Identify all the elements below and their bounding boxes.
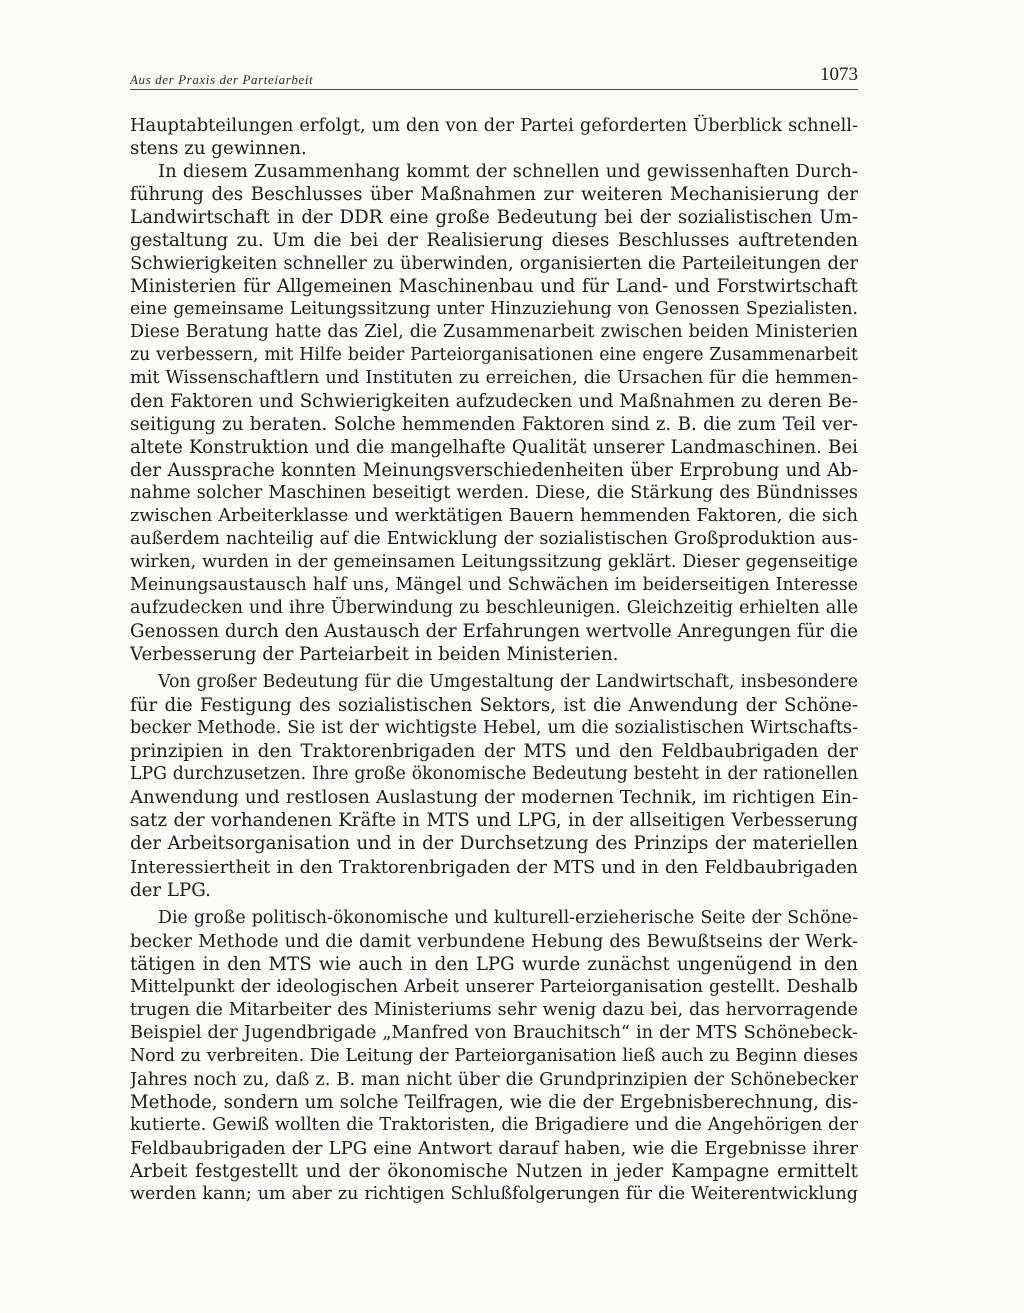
text-line: Nord zu verbreiten. Die Leitung der Parteiorganisation ließ auch zu Beginn dieses (130, 1045, 858, 1066)
text-line: Methode, sondern um solche Teilfragen, wie die der Ergebnisberechnung, dis- (130, 1091, 858, 1113)
text-line: Verbesserung der Parteiarbeit in beiden Ministerien. (130, 644, 619, 666)
text-line: Ministerien für Allgemeinen Maschinenbau und für Land- und Forstwirtschaft (130, 276, 858, 298)
text-line: Die große politisch-ökonomische und kulturell-erzieherische Seite der Schöne- (158, 907, 858, 928)
text-line: den Faktoren und Schwierigkeiten aufzudecken und Maßnahmen zu deren Be- (130, 391, 858, 413)
text-line: aufzudecken und ihre Überwindung zu beschleunigen. Gleichzeitig erhielten alle (130, 598, 858, 619)
text-line: zu verbessern, mit Hilfe beider Parteiorganisationen eine engere Zusammenarbeit (130, 345, 858, 366)
text-line: mit Wissenschaftlern und Instituten zu erreichen, die Ursachen für die hemmen- (130, 368, 858, 389)
body-text (130, 114, 858, 1206)
text-line: altete Konstruktion und die mangelhafte Qualität unserer Landmaschinen. Bei (130, 437, 858, 459)
text-line: Genossen durch den Austausch der Erfahrungen wertvolle Anregungen für die (130, 621, 858, 643)
text-line: Diese Beratung hatte das Ziel, die Zusammenarbeit zwischen beiden Ministerien (130, 322, 858, 343)
text-line: Jahres noch zu, daß z. B. man nicht über die Grundprinzipien der Schönebecker (130, 1068, 858, 1090)
text-line: Interessiertheit in den Traktorenbrigaden der MTS und in den Feldbaubrigaden (130, 856, 858, 878)
text-line: Mittelpunkt der ideologischen Arbeit unserer Parteiorganisation gestellt. Deshalb (130, 976, 858, 997)
text-line: der Arbeitsorganisation und in der Durchsetzung des Prinzips der materiellen (130, 833, 858, 855)
text-line: Anwendung und restlosen Auslastung der modernen Technik, im richtigen Ein- (130, 787, 858, 809)
text-line: werden kann; um aber zu richtigen Schlußfolgerungen für die Weiterentwicklung (130, 1183, 858, 1204)
text-line: Meinungsaustausch half uns, Mängel und Schwächen im beiderseitigen Interesse (130, 575, 858, 596)
text-line: Beispiel der Jugendbrigade „Manfred von Brauchitsch“ in der MTS Schönebeck- (130, 1022, 858, 1043)
text-line: In diesem Zusammenhang kommt der schnellen und gewissenhaften Durch- (158, 161, 858, 183)
text-line: für die Festigung des sozialistischen Sektors, ist die Anwendung der Schöne- (130, 695, 858, 717)
text-line: trugen die Mitarbeiter des Ministeriums sehr wenig dazu bei, das hervorragende (130, 999, 858, 1020)
header-rule (130, 89, 858, 90)
text-line: der Aussprache konnten Meinungsverschiedenheiten über Erprobung und Ab- (130, 460, 858, 482)
text-line: satz der vorhandenen Kräfte in MTS und LPG, in der allseitigen Verbesserung (130, 810, 858, 832)
text-line: stens zu gewinnen. (130, 138, 307, 160)
text-line: Schwierigkeiten schneller zu überwinden, organisierten die Parteileitungen der (130, 253, 858, 275)
text-line: Hauptabteilungen erfolgt, um den von der Partei geforderten Überblick schnell- (130, 115, 858, 136)
text-line: Feldbaubrigaden der LPG eine Antwort darauf haben, wie die Ergebnisse ihrer (130, 1137, 858, 1159)
page-number: 1073 (820, 64, 858, 85)
text-line: nahme solcher Maschinen beseitigt werden. Diese, die Stärkung des Bündnisses (130, 483, 858, 504)
text-line: tätigen in den MTS wie auch in den LPG wurde zunächst ungenügend in den (130, 953, 858, 975)
text-line: wirken, wurden in der gemeinsamen Leitungssitzung geklärt. Dieser gegenseitige (130, 552, 858, 573)
text-line: zwischen Arbeiterklasse und werktätigen Bauern hemmenden Faktoren, die sich (130, 506, 858, 527)
text-line: becker Methode und die damit verbundene Hebung des Bewußtseins der Werk- (130, 930, 858, 952)
text-line: außerdem nachteilig auf die Entwicklung der sozialistischen Großproduktion aus- (130, 529, 858, 550)
text-line: eine gemeinsame Leitungssitzung unter Hinzuziehung von Genossen Spezialisten. (130, 299, 858, 320)
running-title: Aus der Praxis der Parteiarbeit (130, 72, 314, 87)
text-line: LPG durchzusetzen. Ihre große ökonomische Bedeutung besteht in der rationellen (130, 764, 858, 785)
text-line: Arbeit festgestellt und der ökonomische Nutzen in jeder Kampagne ermittelt (130, 1160, 858, 1182)
text-line: der LPG. (130, 879, 211, 901)
running-head (130, 64, 858, 90)
text-line: seitigung zu beraten. Solche hemmenden Faktoren sind z. B. die zum Teil ver- (130, 414, 858, 436)
text-line: becker Methode. Sie ist der wichtigste Hebel, um die sozialistischen Wirtschafts- (130, 718, 858, 739)
text-line: Von großer Bedeutung für die Umgestaltung der Landwirtschaft, insbesondere (158, 672, 858, 693)
text-line: prinzipien in den Traktorenbrigaden der MTS und den Feldbaubrigaden der (130, 741, 858, 763)
text-line: Landwirtschaft in der DDR eine große Bedeutung bei der sozialistischen Um- (130, 207, 858, 229)
text-line: kutierte. Gewiß wollten die Traktoristen, die Brigadiere und die Angehörigen der (130, 1114, 858, 1135)
text-line: gestaltung zu. Um die bei der Realisierung dieses Beschlusses auftretenden (130, 230, 858, 252)
text-line: führung des Beschlusses über Maßnahmen zur weiteren Mechanisierung der (130, 184, 858, 206)
